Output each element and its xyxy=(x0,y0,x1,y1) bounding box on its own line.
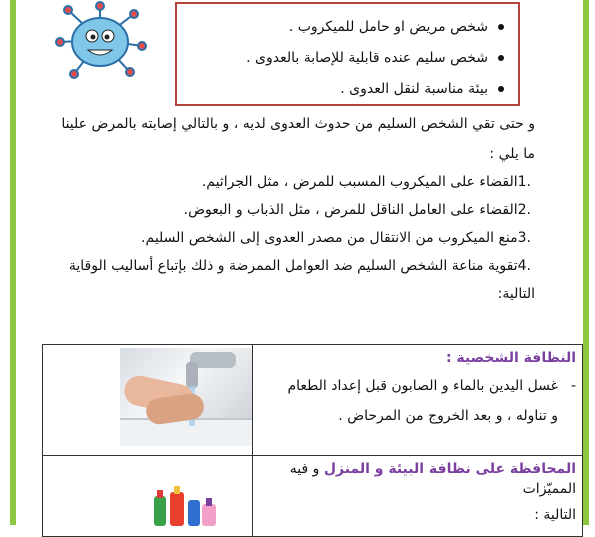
step-continuation: التالية: xyxy=(497,286,535,302)
table-image-cell xyxy=(43,456,253,537)
prevention-table xyxy=(42,344,583,537)
table-image-cell xyxy=(43,345,253,456)
environment-hygiene-heading xyxy=(253,459,576,499)
step-item: .3منع الميكروب من الانتقال من مصدر العدوى إلى الشخص السليم. xyxy=(141,230,531,246)
personal-hygiene-heading: النظافة الشخصية : xyxy=(445,350,576,366)
prevention-text xyxy=(40,114,535,308)
page-border-left xyxy=(10,0,16,525)
heading-continuation: التالية : xyxy=(534,507,576,523)
step-item: .1القضاء على الميكروب المسبب للمرض ، مثل الجراثيم. xyxy=(201,174,531,190)
page-border-right xyxy=(583,0,589,525)
handwashing-photo xyxy=(120,348,252,446)
paragraph-line: و حتى تقي الشخص السليم من حدوث العدوى لديه ، و بالتالي إصابته بالمرض علينا xyxy=(61,116,535,132)
item-text: غسل اليدين بالماء و الصابون قبل إعداد الطعام xyxy=(287,378,558,394)
list-item: بيئة مناسبة لنقل العدوى . xyxy=(177,79,518,99)
cleaning-products-illustration xyxy=(150,486,220,526)
step-item: .2القضاء على العامل الناقل للمرض ، مثل الذباب و البعوض. xyxy=(183,202,531,218)
infection-causes-list xyxy=(177,17,518,99)
infection-causes-box xyxy=(175,2,520,106)
heading-rest-text: و فيه المميّزات xyxy=(289,461,576,497)
heading-text: المحافظة على نظافة البيئة و المنزل xyxy=(323,461,576,477)
list-item: شخص سليم عنده قابلية للإصابة بالعدوى . xyxy=(177,48,518,68)
virus-illustration xyxy=(52,0,150,80)
table-text-cell xyxy=(252,456,582,537)
paragraph-line: ما يلي : xyxy=(489,146,535,162)
table-row xyxy=(43,345,583,456)
table-text-cell xyxy=(252,345,582,456)
step-item: .4تقوية مناعة الشخص السليم ضد العوامل الممرضة و ذلك بإتباع أساليب الوقاية xyxy=(68,258,531,274)
table-row xyxy=(43,456,583,537)
dash-bullet: - xyxy=(570,378,576,394)
item-text-continuation: و تناوله ، و بعد الخروج من المرحاض . xyxy=(338,408,558,424)
list-item: شخص مريض او حامل للميكروب . xyxy=(177,17,518,37)
handwashing-item xyxy=(259,376,576,396)
